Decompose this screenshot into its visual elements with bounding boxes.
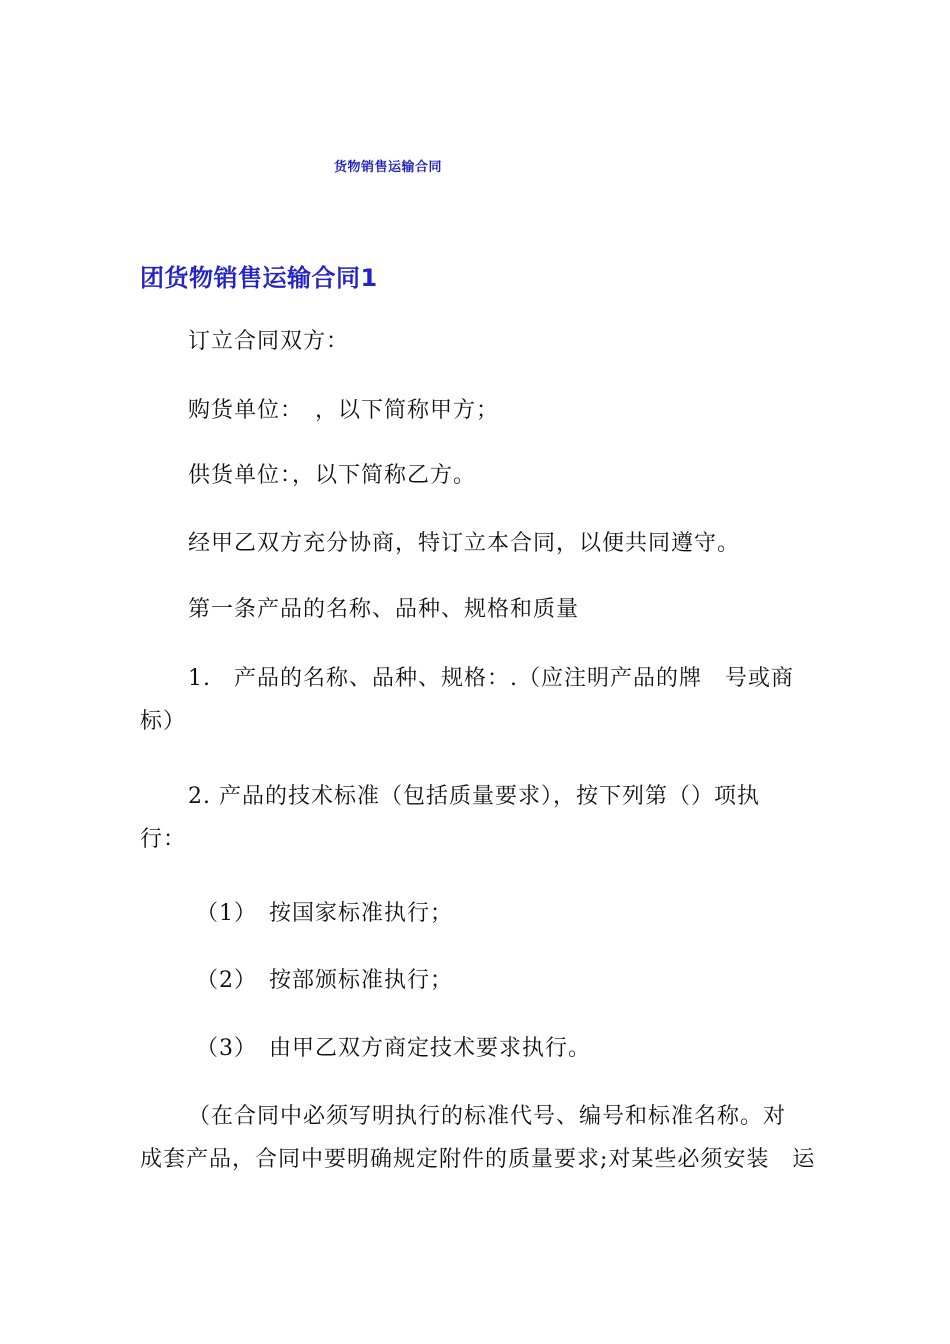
paragraph-article-one: 第一条产品的名称、品种、规格和质量	[188, 597, 580, 622]
paragraph-item-2-line1: 2. 产品的技术标准（包括质量要求），按下列第（）项执	[188, 784, 760, 809]
main-heading: 团货物销售运输合同1	[140, 264, 378, 292]
paragraph-item-1	[140, 657, 820, 743]
paragraph-agreement: 经甲乙双方充分协商，特订立本合同，以便共同遵守。	[188, 531, 741, 556]
paragraph-buyer: 购货单位： ，以下简称甲方；	[188, 398, 500, 423]
header-title: 货物销售运输合同	[333, 160, 442, 175]
paragraph-item-1-line2: 标）	[140, 709, 187, 734]
paragraph-option-1: （1） 按国家标准执行；	[196, 901, 453, 926]
paragraph-item-2-line2: 行：	[140, 827, 187, 852]
paragraph-standard-note	[140, 1095, 820, 1181]
paragraph-item-1-line1: 1. 产品的名称、品种、规格：.（应注明产品的牌 号或商	[188, 666, 794, 691]
paragraph-option-2: （2） 按部颁标准执行；	[196, 968, 453, 993]
paragraph-supplier: 供货单位：，以下简称乙方。	[188, 463, 477, 488]
paragraph-option-3: （3） 由甲乙双方商定技术要求执行。	[196, 1036, 591, 1061]
paragraph-parties: 订立合同双方：	[188, 329, 350, 354]
paragraph-standard-note-line1: （在合同中必须写明执行的标准代号、编号和标准名称。对	[188, 1104, 787, 1129]
paragraph-standard-note-line2: 成套产品，合同中要明确规定附件的质量要求;对某些必须安装 运	[140, 1147, 816, 1172]
paragraph-item-2	[140, 775, 820, 861]
